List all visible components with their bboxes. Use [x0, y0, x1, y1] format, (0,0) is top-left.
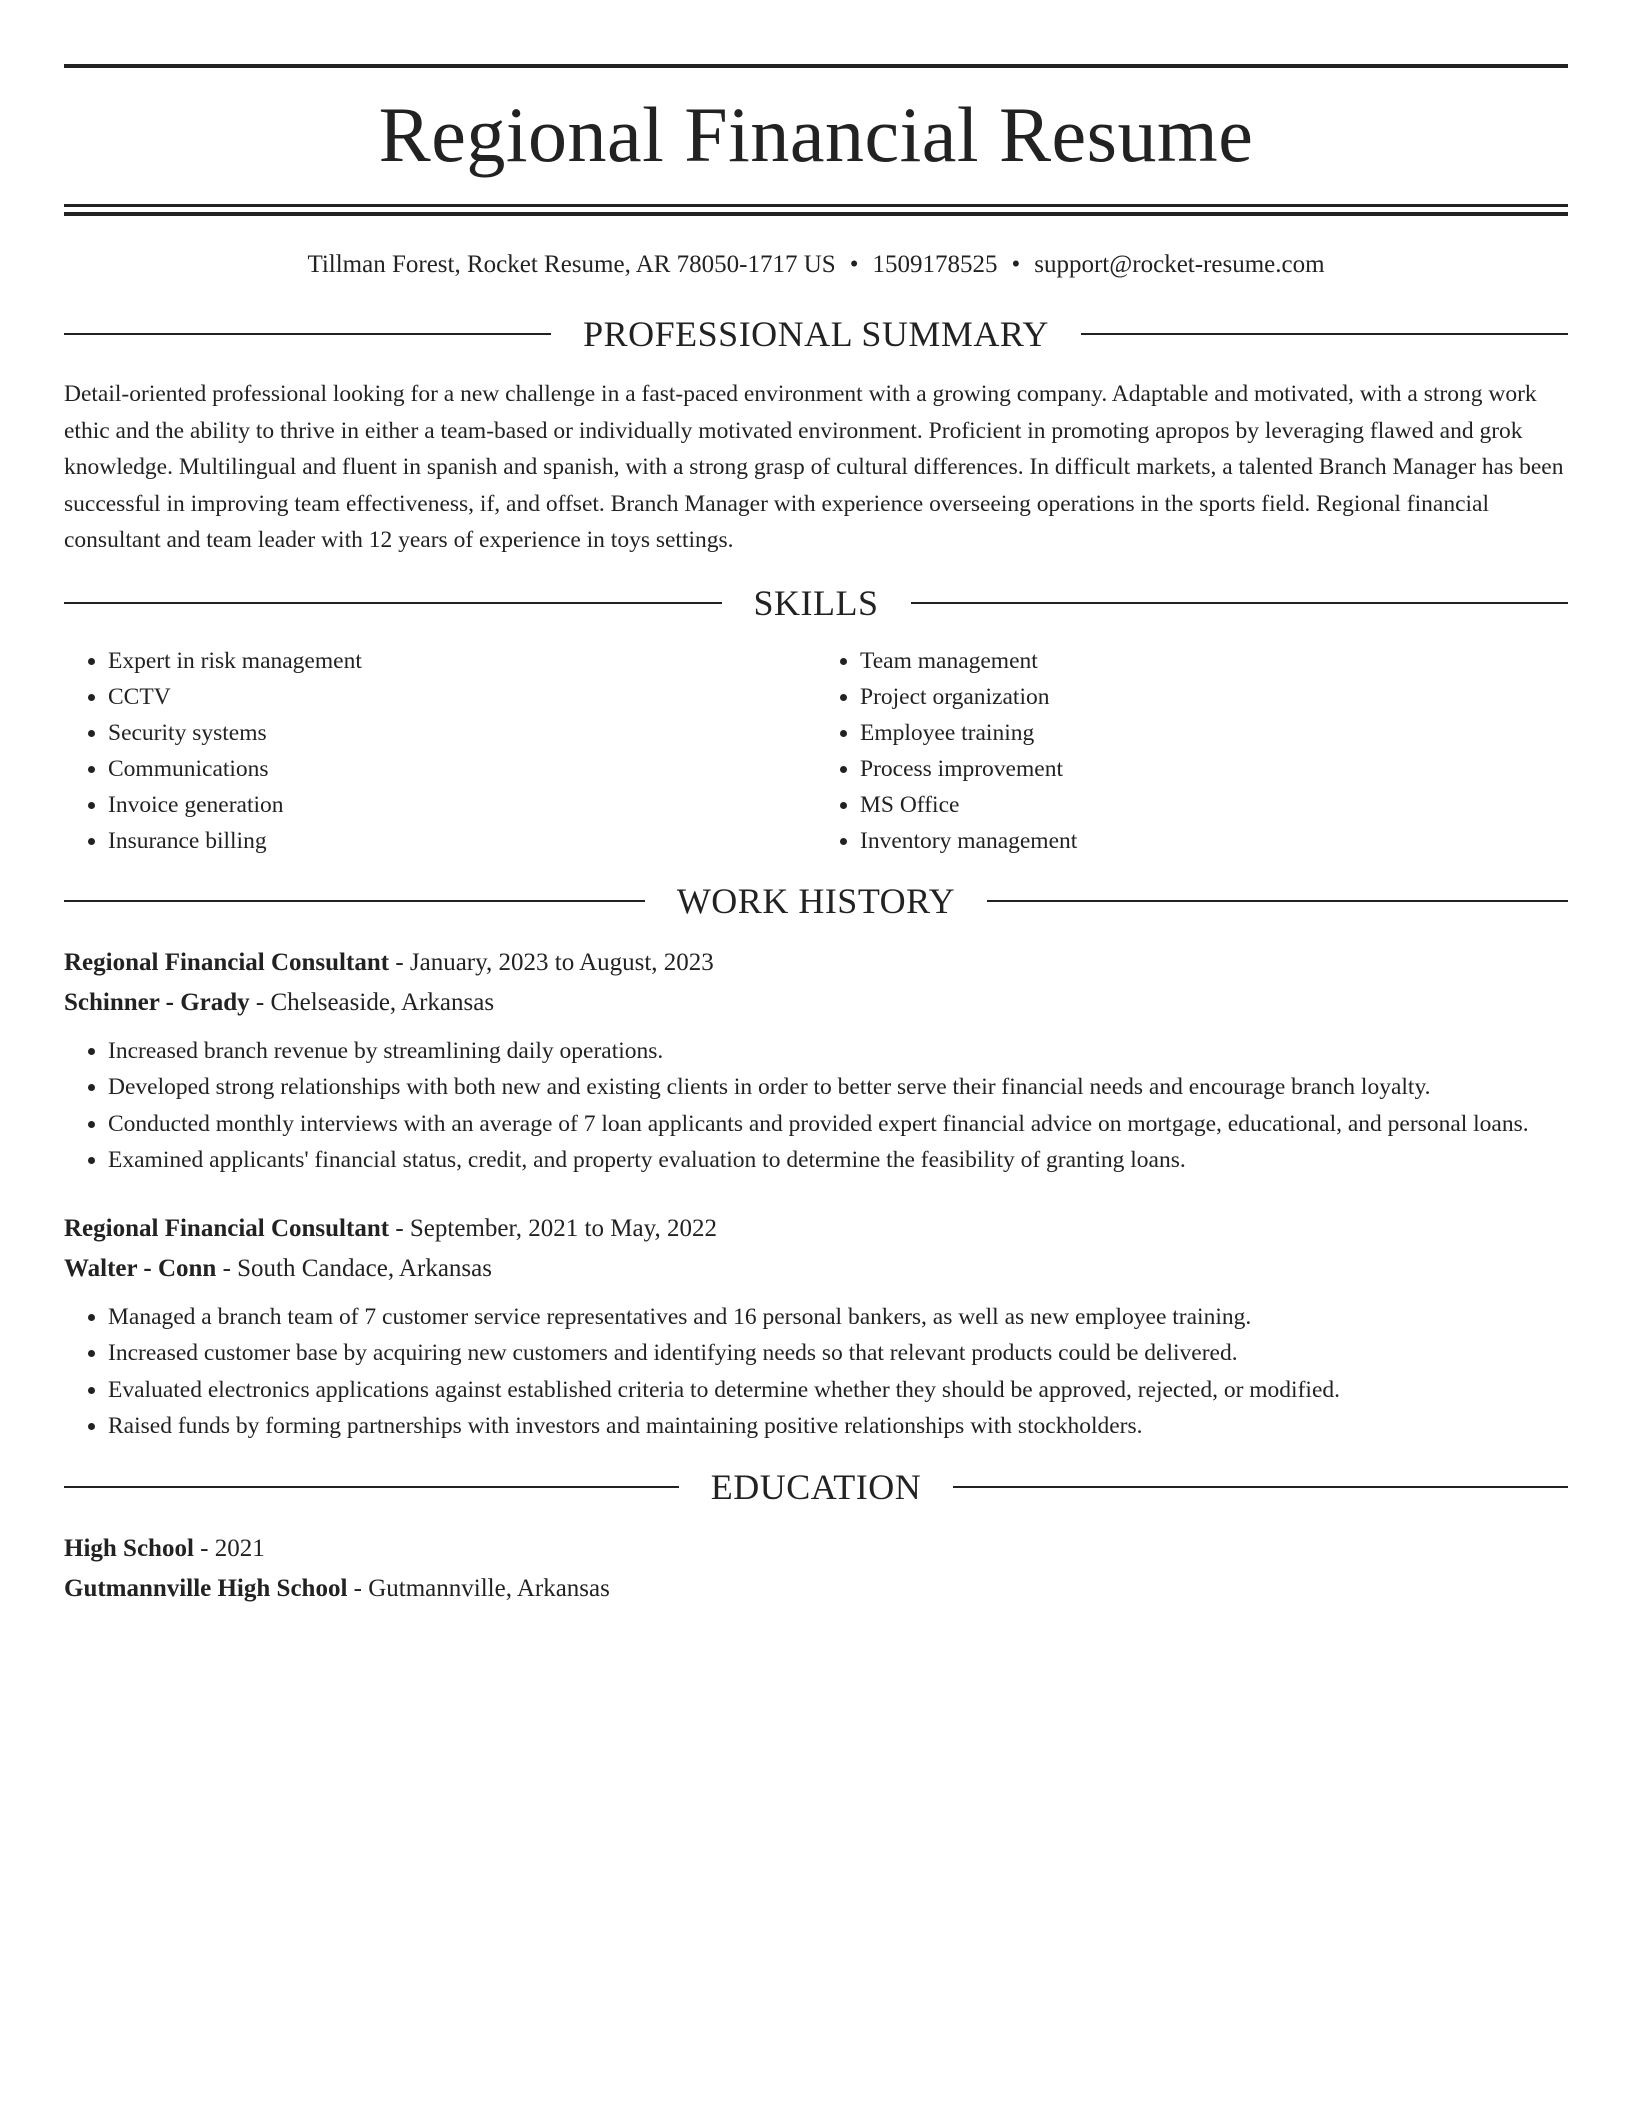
skill-item: • Process improvement — [860, 751, 1568, 787]
summary-heading — [64, 316, 1568, 352]
job-company-line — [64, 983, 1568, 1023]
skill-item: • Expert in risk management — [108, 643, 816, 679]
dash: - — [389, 948, 410, 976]
job-entry — [64, 943, 1568, 1179]
contact-address: Tillman Forest, Rocket Resume, AR 78050-1717 US — [307, 251, 836, 278]
summary-heading-label: PROFESSIONAL SUMMARY — [583, 314, 1049, 354]
job-bullet: • Conducted monthly interviews with an average of 7 loan applicants and provided expert financial advice on mortgage, educational, and personal loans. — [108, 1106, 1568, 1143]
dash: - — [389, 1214, 410, 1242]
job-bullet: • Raised funds by forming partnerships with investors and maintaining positive relationships with stockholders. — [108, 1408, 1568, 1445]
job-title-line — [64, 1209, 1568, 1249]
heading-rule-right — [1081, 333, 1568, 335]
job-bullet: • Increased customer base by acquiring new customers and identifying needs so that relevant products could be delivered. — [108, 1335, 1568, 1372]
skill-item: • Security systems — [108, 715, 816, 751]
job-bullets — [64, 1033, 1568, 1179]
job-dates: January, 2023 to August, 2023 — [409, 948, 714, 976]
heading-rule-right — [911, 602, 1569, 604]
skill-item: • Project organization — [860, 679, 1568, 715]
skills-list-left — [64, 643, 816, 859]
education-school-line — [64, 1569, 1568, 1609]
job-company: Schinner - Grady — [64, 988, 250, 1016]
dash: - — [216, 1254, 238, 1282]
education-degree-line — [64, 1529, 1568, 1569]
resume-title: Regional Financial Resume — [378, 91, 1254, 178]
job-location: South Candace, Arkansas — [237, 1254, 492, 1282]
contact-email: support@rocket-resume.com — [1034, 251, 1325, 278]
skill-item: • Insurance billing — [108, 823, 816, 859]
education-entry — [64, 1529, 1568, 1609]
job-bullet: • Examined applicants' financial status, credit, and property evaluation to determine the feasibility of granting loans. — [108, 1142, 1568, 1179]
job-bullets — [64, 1299, 1568, 1445]
top-rule — [64, 64, 1568, 68]
heading-rule-right — [987, 900, 1568, 902]
job-company: Walter - Conn — [64, 1254, 217, 1282]
dash: - — [249, 988, 271, 1016]
skill-item: • Invoice generation — [108, 787, 816, 823]
education-heading-label: EDUCATION — [710, 1466, 922, 1507]
contact-separator: • — [849, 251, 859, 278]
skill-item: • CCTV — [108, 679, 816, 715]
work-heading — [64, 880, 1568, 921]
education-year: 2021 — [214, 1534, 265, 1562]
job-bullet: • Evaluated electronics applications against established criteria to determine whether they should be approved, rejected, or modified. — [108, 1372, 1568, 1409]
skills-list-right — [816, 643, 1568, 859]
heading-rule-left — [64, 1486, 679, 1488]
job-company-line — [64, 1249, 1568, 1289]
title-double-rule — [64, 204, 1568, 216]
skills-heading-label: SKILLS — [753, 582, 879, 623]
summary-text: Detail-oriented professional looking for a new challenge in a fast-paced environment with a growing company. Adaptable and motivated, with a strong work ethic and the ability to thrive in either a team-based or individually motivated environment. Proficient in promoting apropos by leveraging flawed and grok knowledge. Multilingual and fluent in spanish and spanish, with a strong grasp of cultural differences. In difficult markets, a talented Branch Manager has been successful in improving team effectiveness, if, and offset. Branch Manager with experience overseeing operations in the sports field. Regional financial consultant and team leader with 12 years of experience in toys settings. — [64, 381, 1564, 553]
dash: - — [347, 1574, 369, 1602]
heading-rule-left — [64, 602, 722, 604]
education-school: Gutmannville High School — [64, 1574, 348, 1602]
skill-item: • Inventory management — [860, 823, 1568, 859]
contact-line — [64, 250, 1568, 280]
heading-rule-left — [64, 900, 645, 902]
job-bullet: • Developed strong relationships with both new and existing clients in order to better serve their financial needs and encourage branch loyalty. — [108, 1069, 1568, 1106]
heading-rule-left — [64, 333, 551, 335]
heading-rule-right — [953, 1486, 1568, 1488]
skills-heading — [64, 582, 1568, 623]
work-heading-label: WORK HISTORY — [676, 880, 956, 921]
skill-item: • Employee training — [860, 715, 1568, 751]
job-title-line — [64, 943, 1568, 983]
skill-item: • Communications — [108, 751, 816, 787]
job-title: Regional Financial Consultant — [64, 1214, 390, 1242]
job-bullet: • Managed a branch team of 7 customer service representatives and 16 personal bankers, as well as new employee training. — [108, 1299, 1568, 1336]
skill-item: • MS Office — [860, 787, 1568, 823]
education-degree: High School — [64, 1534, 194, 1562]
job-location: Chelseaside, Arkansas — [270, 988, 495, 1016]
contact-phone: 1509178525 — [872, 251, 998, 278]
skill-item: • Team management — [860, 643, 1568, 679]
education-location: Gutmannville, Arkansas — [368, 1574, 610, 1602]
job-bullet: • Increased branch revenue by streamlining daily operations. — [108, 1033, 1568, 1070]
job-entry — [64, 1209, 1568, 1445]
education-heading — [64, 1466, 1568, 1507]
skills-columns — [64, 643, 1568, 859]
dash: - — [193, 1534, 215, 1562]
contact-separator: • — [1011, 251, 1021, 278]
job-title: Regional Financial Consultant — [64, 948, 390, 976]
job-dates: September, 2021 to May, 2022 — [409, 1214, 717, 1242]
